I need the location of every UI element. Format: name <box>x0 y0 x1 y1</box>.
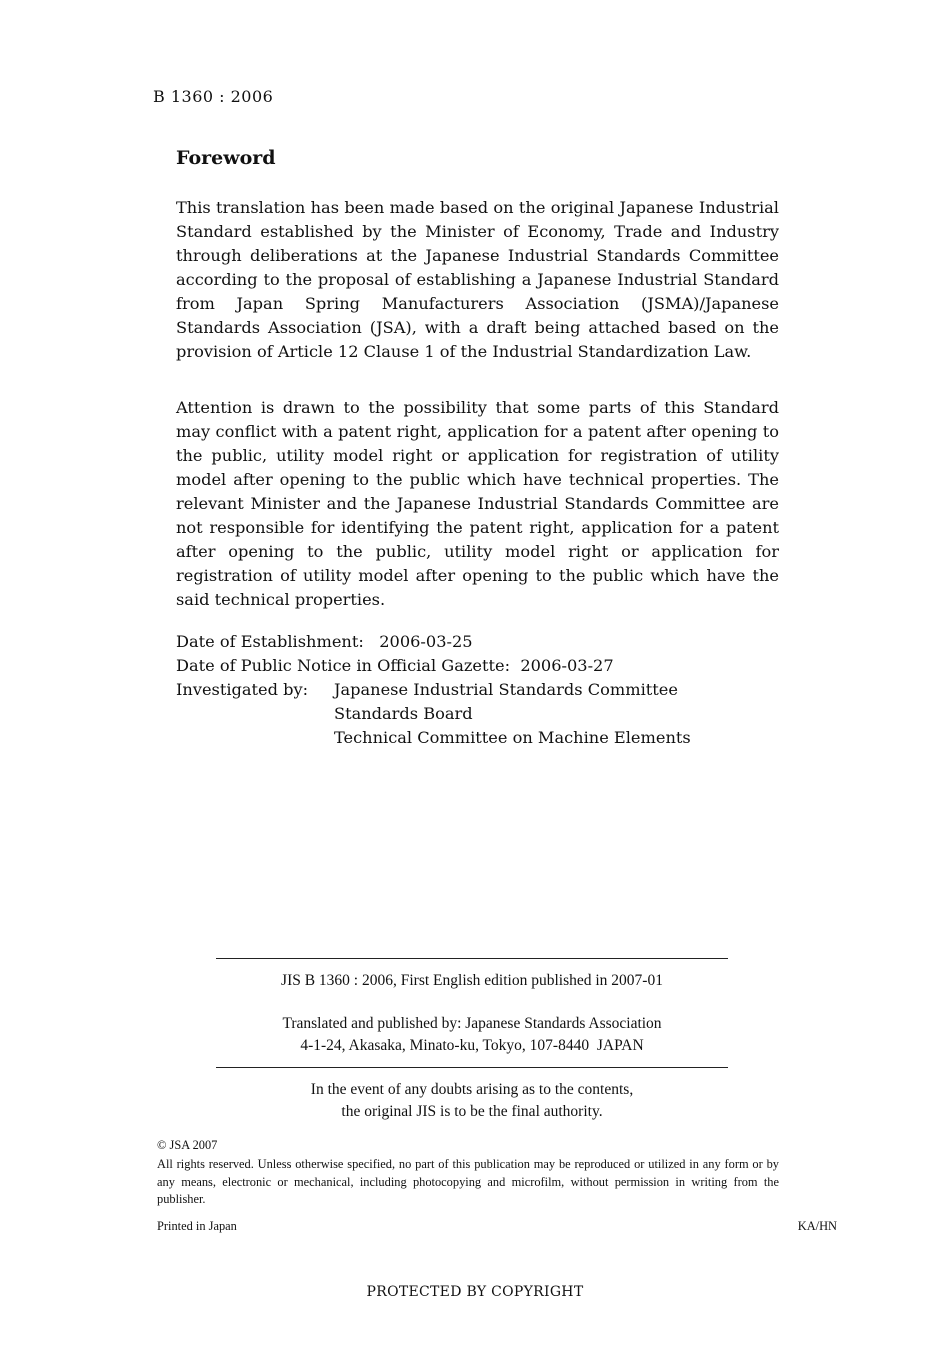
establishment-label: Date of Establishment: <box>176 632 364 651</box>
translated-line: Translated and published by: Japanese Standards Association <box>282 1015 662 1032</box>
copyright-notice: © JSA 2007 <box>157 1138 218 1152</box>
foreword-heading: Foreword <box>176 147 276 169</box>
gazette-date-row <box>176 654 614 678</box>
establishment-value: 2006-03-25 <box>379 632 473 651</box>
document-code: B 1360 : 2006 <box>153 87 274 106</box>
edition-line: JIS B 1360 : 2006, First English edition published in 2007-01 <box>281 972 663 989</box>
rights-statement: All rights reserved. Unless otherwise specified, no part of this publication may be reproduced or utilized in any form or by any means, electronic or mechanical, including photocopying and microfilm, without permission in writing from the publisher. <box>157 1157 779 1206</box>
publisher-block <box>216 1013 728 1057</box>
copyright-footer: PROTECTED BY COPYRIGHT <box>366 1284 584 1300</box>
divider-bottom <box>216 1067 728 1068</box>
printed-in: Printed in Japan <box>157 1219 237 1233</box>
authority-line-1: In the event of any doubts arising as to the contents, <box>310 1081 634 1098</box>
gazette-value: 2006-03-27 <box>520 656 614 675</box>
investigated-item: Japanese Industrial Standards Committee <box>334 680 678 699</box>
investigated-list <box>334 678 691 750</box>
address-line: 4-1-24, Akasaka, Minato-ku, Tokyo, 107-8440 JAPAN <box>300 1037 644 1054</box>
editor-initials: KA/HN <box>797 1219 837 1233</box>
foreword-paragraph-1: This translation has been made based on the original Japanese Industrial Standard established by the Minister of Economy, Trade and Industry through deliberations at the Japanese Industrial Standards Committee according to the proposal of establishing a Japanese Industrial Standard from Japan Spring Manufacturers Association (JSMA)/Japanese Standards Association (JSA), with a draft being attached based on the provision of Article 12 Clause 1 of the Industrial Standardization Law. <box>176 198 779 361</box>
divider-top <box>216 958 728 959</box>
establishment-date-row <box>176 630 473 654</box>
authority-line-2: the original JIS is to be the final authority. <box>341 1103 603 1120</box>
authority-notice <box>216 1079 728 1123</box>
investigated-label: Investigated by: <box>176 680 309 699</box>
investigated-item: Standards Board <box>334 704 473 723</box>
gazette-label: Date of Public Notice in Official Gazette: <box>176 656 511 675</box>
investigated-item: Technical Committee on Machine Elements <box>334 728 691 747</box>
foreword-paragraph-2: Attention is drawn to the possibility that some parts of this Standard may conflict with a patent right, application for a patent after opening to the public, utility model right or application for registration of utility model after opening to the public which have technical properties. The relevant Minister and the Japanese Industrial Standards Committee are not responsible for identifying the patent right, application for a patent after opening to the public, utility model right or application for registration of utility model after opening to the public which have the said technical properties. <box>176 398 779 609</box>
